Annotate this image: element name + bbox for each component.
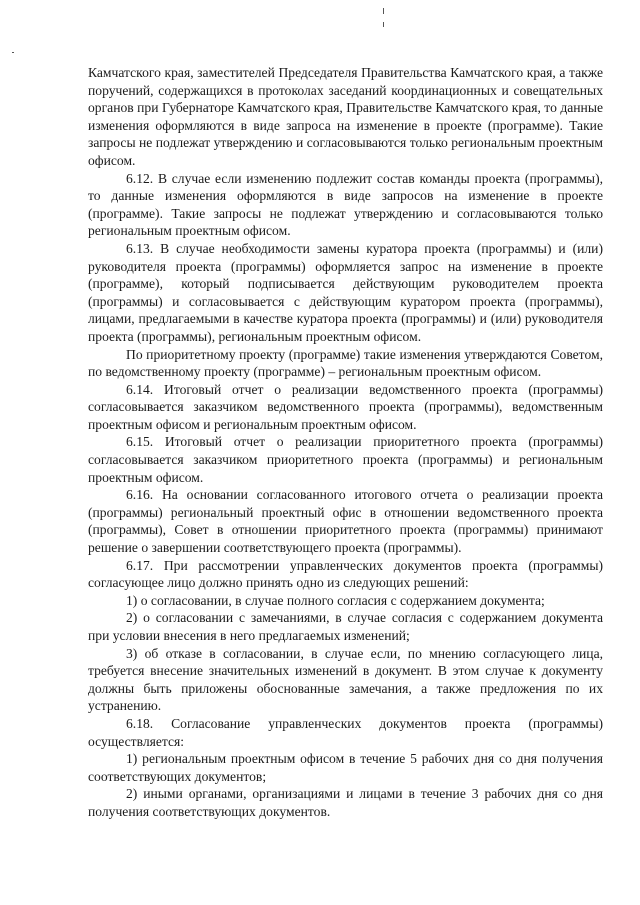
paragraph-priority-project: По приоритетному проекту (программе) такие изменения утверждаются Советом, по ведомственному проекту (программе) – региональным проектным офисом. — [88, 346, 603, 380]
scan-mark-left — [12, 52, 14, 53]
paragraph-6-18: 6.18. Согласование управленческих документов проекта (программы) осуществляется: — [88, 715, 603, 749]
list-item-approval: 1) о согласовании, в случае полного согласия с содержанием документа; — [126, 592, 545, 608]
scan-mark-top — [383, 8, 384, 14]
list-item-approval-with-remarks: 2) о согласовании с замечаниями, в случае согласия с содержанием документа при условии внесения в него предлагаемых изменений; — [88, 610, 603, 643]
paragraph-continuation: Камчатского края, заместителей Председателя Правительства Камчатского края, а также поручений, содержащихся в протоколах заседаний координационных и совещательных органов при Губернаторе Камчатского края, Правительстве Камчатского края, то данные изменения оформляются в виде запроса на изменение в проекте (программе). Такие запросы не подлежат утверждению и согласовываются только региональным проектным офисом. — [88, 65, 603, 168]
scan-mark-top-2 — [383, 22, 384, 27]
paragraph-6-12: 6.12. В случае если изменению подлежит состав команды проекта (программы), то данные изменения оформляются в виде запросов на изменение в проекте (программе). Такие запросы не подлежат утверждению и согласовываются только региональным проектным офисом. — [88, 170, 603, 239]
list-item-refusal: 3) об отказе в согласовании, в случае если, по мнению согласующего лица, требуется внесение значительных изменений в документ. В этом случае к документу должны быть приложены обоснованные замечания, а также предложения по их устранению. — [88, 645, 603, 714]
list-item-regional-office-term: 1) региональным проектным офисом в течение 5 рабочих дня со дня получения соответствующих документов; — [88, 751, 603, 784]
paragraph-6-13: 6.13. В случае необходимости замены куратора проекта (программы) и (или) руководителя проекта (программы) оформляется запрос на изменение в проекте (программе), который подписывается действующим руководителем проекта (программы) и согласовывается с действующим куратором проекта (программы), лицами, предлагаемыми в качестве куратора проекта (программы) и (или) руководителя проекта (программы), региональным проектным офисом. — [88, 240, 603, 344]
list-item-other-bodies-term: 2) иными органами, организациями и лицами в течение 3 рабочих дня со дня получения соответствующих документов. — [88, 786, 603, 819]
paragraph-6-17: 6.17. При рассмотрении управленческих документов проекта (программы) согласующее лицо должно принять одно из следующих решений: — [88, 557, 603, 591]
paragraph-6-14: 6.14. Итоговый отчет о реализации ведомственного проекта (программы) согласовывается заказчиком ведомственного проекта (программы), ведомственным проектным офисом и региональным проектным офисом. — [88, 381, 603, 432]
paragraph-6-16: 6.16. На основании согласованного итогового отчета о реализации проекта (программы) региональный проектный офис в отношении ведомственного проекта (программы), Совет в отношении приоритетного проекта (программы) принимают решение о завершении соответствующего проекта (программы). — [88, 487, 603, 556]
document-page — [88, 64, 603, 821]
paragraph-6-15: 6.15. Итоговый отчет о реализации приоритетного проекта (программы) согласовывается заказчиком приоритетного проекта (программы) и региональным проектным офисом. — [88, 434, 603, 485]
